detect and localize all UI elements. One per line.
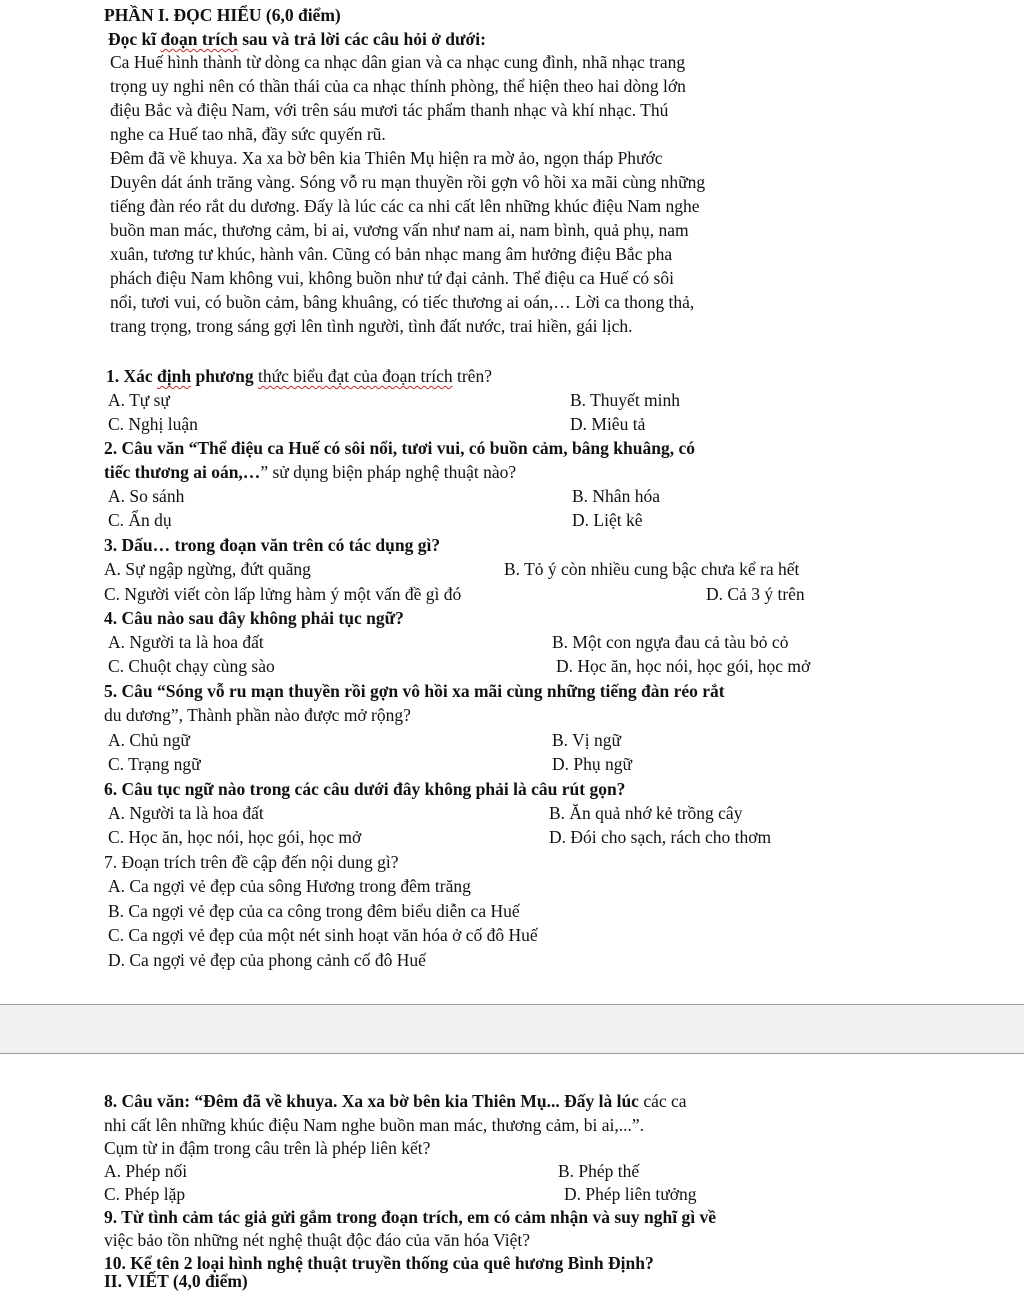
question-8-cont2: Cụm từ in đậm trong câu trên là phép liên kết? xyxy=(104,1138,431,1158)
q1-option-b[interactable]: B. Thuyết minh xyxy=(570,390,681,410)
question-4: 4. Câu nào sau đây không phải tục ngữ? xyxy=(104,608,404,628)
question-6: 6. Câu tục ngữ nào trong các câu dưới đây không phải là câu rút gọn? xyxy=(104,779,626,799)
passage-line: điệu Bắc và điệu Nam, với trên sáu mươi tác phẩm thanh nhạc và khí nhạc. Thú xyxy=(110,100,669,120)
q1-option-a[interactable]: A. Tự sự xyxy=(108,390,170,410)
question-9-cont: việc bảo tồn những nét nghệ thuật độc đáo của văn hóa Việt? xyxy=(104,1230,531,1250)
q1-pre: 1. Xác xyxy=(106,366,158,386)
q2-option-b[interactable]: B. Nhân hóa xyxy=(572,486,660,506)
passage-line: trọng uy nghi nên có thần thái của ca nhạc thính phòng, thể hiện theo hai dòng lớn xyxy=(110,76,686,96)
question-8 xyxy=(104,1089,687,1113)
q8-option-c[interactable]: C. Phép lặp xyxy=(104,1184,186,1204)
page-divider-bottom xyxy=(0,1053,1024,1054)
q2-option-c[interactable]: C. Ẩn dụ xyxy=(108,510,172,530)
q3-option-c[interactable]: C. Người viết còn lấp lửng hàm ý một vấn đề gì đó xyxy=(104,584,462,604)
question-5-cont: du dương”, Thành phần nào được mở rộng? xyxy=(104,705,411,725)
q1-mid: phương xyxy=(191,366,258,386)
q2-bold-1: Thể điệu ca Huế có sôi nổi, tươi vui, có buồn cảm, bâng khuâng, có xyxy=(197,438,695,458)
passage-line: nghe ca Huế tao nhã, đầy sức quyến rũ. xyxy=(110,124,386,144)
q8-pre: 8. Câu văn: “Đêm đã về khuya. Xa xa bờ bên kia Thiên Mụ... xyxy=(104,1091,565,1111)
question-10: 10. Kể tên 2 loại hình nghệ thuật truyền thống của quê hương Bình Định? xyxy=(104,1253,654,1273)
q1-post: trên? xyxy=(452,366,492,386)
instruction-post: sau và trả lời các câu hỏi ở dưới: xyxy=(237,29,486,49)
question-7: 7. Đoạn trích trên đề cập đến nội dung gì? xyxy=(104,852,399,872)
q2-pre: 2. Câu văn “ xyxy=(104,438,198,458)
q7-option-a[interactable]: A. Ca ngợi vẻ đẹp của sông Hương trong đêm trăng xyxy=(108,876,471,896)
passage-line: phách điệu Nam không vui, không buồn như tứ đại cảnh. Thể điệu ca Huế có sôi xyxy=(110,268,674,288)
passage-line: buồn man mác, thương cảm, bi ai, vương vấn như nam ai, nam bình, quả phụ, nam xyxy=(110,220,689,240)
q8-option-a[interactable]: A. Phép nối xyxy=(104,1161,188,1181)
q2-bold-2: tiếc thương ai oán,… xyxy=(104,462,261,482)
section-title: PHẦN I. ĐỌC HIỂU (6,0 điểm) xyxy=(104,5,341,25)
q6-option-d[interactable]: D. Đói cho sạch, rách cho thơm xyxy=(549,827,772,847)
q8-option-d[interactable]: D. Phép liên tưởng xyxy=(564,1184,697,1204)
question-9: 9. Từ tình cảm tác giả gửi gắm trong đoạn trích, em có cảm nhận và suy nghĩ gì về xyxy=(104,1207,716,1227)
q6-option-b[interactable]: B. Ăn quả nhớ kẻ trồng cây xyxy=(549,803,743,823)
question-8-cont: nhi cất lên những khúc điệu Nam nghe buồn man mác, thương cảm, bi ai,...”. xyxy=(104,1115,644,1135)
q5-option-c[interactable]: C. Trạng ngữ xyxy=(108,754,201,774)
q5-option-b[interactable]: B. Vị ngữ xyxy=(552,730,621,750)
passage-line: nổi, tươi vui, có buồn cảm, bâng khuâng, có tiếc thương ai oán,… Lời ca thong thả, xyxy=(110,292,695,312)
q8-option-b[interactable]: B. Phép thế xyxy=(558,1161,640,1181)
q1-option-c[interactable]: C. Nghị luận xyxy=(108,414,198,434)
question-3: 3. Dấu… trong đoạn văn trên có tác dụng gì? xyxy=(104,535,441,555)
q1-option-d[interactable]: D. Miêu tả xyxy=(570,414,646,434)
q4-option-d[interactable]: D. Học ăn, học nói, học gói, học mở xyxy=(556,656,811,676)
q6-option-c[interactable]: C. Học ăn, học nói, học gói, học mở xyxy=(108,827,362,847)
question-2 xyxy=(104,436,695,460)
cut-heading: II. VIẾT (4,0 điểm) xyxy=(104,1271,248,1291)
instruction-squiggle: đoạn trích xyxy=(160,29,238,49)
q7-option-c[interactable]: C. Ca ngợi vẻ đẹp của một nét sinh hoạt văn hóa ở cố đô Huế xyxy=(108,925,538,945)
question-1 xyxy=(106,364,492,388)
q4-option-a[interactable]: A. Người ta là hoa đất xyxy=(108,632,264,652)
q1-squiggle-1: định xyxy=(157,366,192,386)
instruction-pre: Đọc kĩ xyxy=(108,29,161,49)
page-gap xyxy=(0,1004,1024,1054)
q7-option-b[interactable]: B. Ca ngợi vẻ đẹp của ca công trong đêm biểu diễn ca Huế xyxy=(108,901,520,921)
passage-line: Duyên dát ánh trăng vàng. Sóng vỗ ru mạn thuyền rồi gợn vô hồi xa mãi cùng những xyxy=(110,172,706,192)
q8-bold: Đấy là lúc xyxy=(564,1091,639,1111)
q4-option-c[interactable]: C. Chuột chạy cùng sào xyxy=(108,656,275,676)
q4-option-b[interactable]: B. Một con ngựa đau cả tàu bỏ cỏ xyxy=(552,632,789,652)
q2-option-d[interactable]: D. Liệt kê xyxy=(572,510,643,530)
q3-option-d[interactable]: D. Cả 3 ý trên xyxy=(706,584,805,604)
passage-line: trang trọng, trong sáng gợi lên tình người, tình đất nước, trai hiền, gái lịch. xyxy=(110,316,633,336)
q5-option-d[interactable]: D. Phụ ngữ xyxy=(552,754,632,774)
question-5: 5. Câu “Sóng vỗ ru mạn thuyền rồi gợn vô hồi xa mãi cùng những tiếng đàn réo rắt xyxy=(104,681,725,701)
passage-line: tiếng đàn réo rắt du dương. Đấy là lúc các ca nhi cất lên những khúc điệu Nam nghe xyxy=(110,196,700,216)
q8-post: các ca xyxy=(638,1091,687,1111)
q3-option-b[interactable]: B. Tỏ ý còn nhiều cung bậc chưa kể ra hết xyxy=(504,559,800,579)
passage-line: Đêm đã về khuya. Xa xa bờ bên kia Thiên Mụ hiện ra mờ ảo, ngọn tháp Phước xyxy=(110,148,663,168)
page-divider-top xyxy=(0,1004,1024,1005)
q6-option-a[interactable]: A. Người ta là hoa đất xyxy=(108,803,264,823)
q3-option-a[interactable]: A. Sự ngập ngừng, đứt quãng xyxy=(104,559,311,579)
q5-option-a[interactable]: A. Chủ ngữ xyxy=(108,730,190,750)
question-2-cont xyxy=(104,460,516,484)
passage-line: xuân, tương tư khúc, hành vân. Cũng có bản nhạc mang âm hưởng điệu Bắc pha xyxy=(110,244,673,264)
instruction xyxy=(108,27,486,51)
q2-post: ” sử dụng biện pháp nghệ thuật nào? xyxy=(260,462,517,482)
q1-squiggle-2: thức biểu đạt của đoạn trích xyxy=(257,366,453,386)
q7-option-d[interactable]: D. Ca ngợi vẻ đẹp của phong cảnh cố đô Huế xyxy=(108,950,426,970)
passage-line: Ca Huế hình thành từ dòng ca nhạc dân gian và ca nhạc cung đình, nhã nhạc trang xyxy=(110,52,686,72)
q2-option-a[interactable]: A. So sánh xyxy=(108,486,185,506)
